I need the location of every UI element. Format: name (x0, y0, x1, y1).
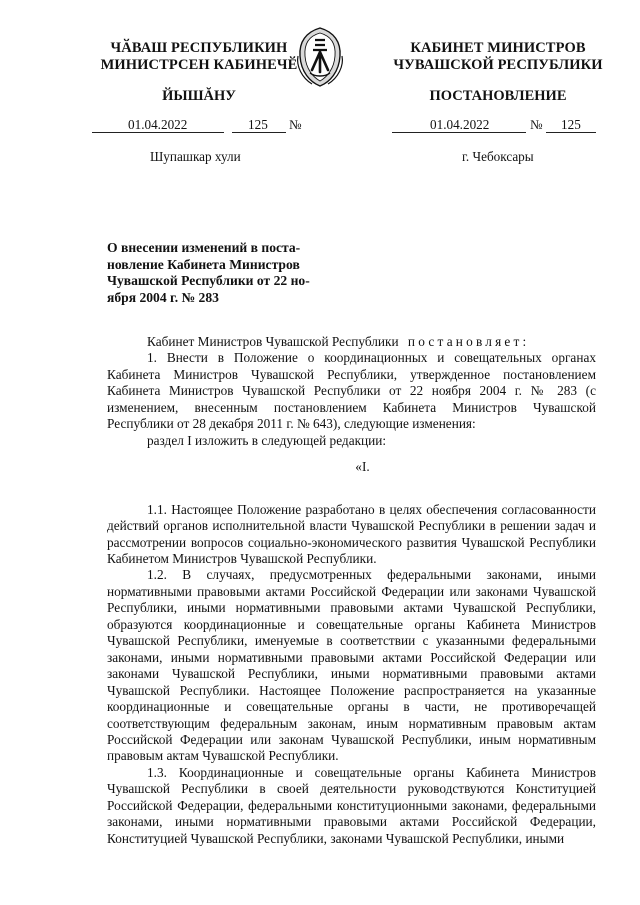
right-number: 125 (561, 117, 581, 132)
header-left-line2: МИНИСТРСЕН КАБИНЕЧӖ (100, 57, 298, 73)
right-place: г. Чебоксары (462, 149, 534, 164)
chuvashia-coat-of-arms-icon (294, 26, 346, 88)
paragraph-1-1: 1.1. Настоящее Положение разработано в целях обеспечения согласованности действий органов исполнительной власти Чувашской Республики в решении задач и рассмотрении вопросов социально-экономического развития Чувашской Республики Кабинетом Министров Чувашской Республики. (107, 501, 596, 566)
section-marker: «I. (355, 459, 370, 475)
intro-text: Кабинет Министров Чувашской Республики (147, 334, 399, 349)
right-number-sign: № (530, 117, 543, 132)
right-date: 01.04.2022 (430, 117, 490, 132)
title-line: О внесении изменений в поста- (107, 240, 301, 255)
title-line: ября 2004 г. № 283 (107, 289, 219, 305)
header-left-kind: ЙЫШĂНУ (162, 88, 236, 104)
left-number-sign: № (289, 117, 302, 132)
document-body (107, 334, 596, 847)
document-title (107, 240, 323, 306)
left-number: 125 (248, 117, 268, 132)
header-right-title (380, 40, 616, 74)
header-left-line1: ЧӐВАШ РЕСПУБЛИКИН (110, 40, 288, 56)
paragraph-2: раздел I изложить в следующей редакции: (147, 432, 387, 448)
intro-spaced-word: постановляет: (407, 334, 530, 349)
paragraph-1: 1. Внести в Положение о координационных и совещательных органах Кабинета Министров Чувашской Республики, утвержденное постановлением Кабинета Министров Чувашской Республики от 22 ноября 2004 г. № 283 (с изменением, внесенным постановлением Кабинета Министров Чувашской Республики от 28 декабря 2011 г. № 643), следующие изменения: (107, 350, 596, 432)
header-right-line1: КАБИНЕТ МИНИСТРОВ (410, 40, 586, 56)
header-right-kind: ПОСТАНОВЛЕНИЕ (429, 88, 567, 104)
paragraph-1-2: 1.2. В случаях, предусмотренных федеральными законами, иными нормативными правовыми актами Российской Федерации или законами Чувашской Республики, иными нормативными правовыми актами Чувашской Республики, образуются координационные и совещательные органы Кабинета Министров Чувашской Республики, именуемые в соответствии с указанными федеральными законами, иными нормативными правовыми актами Российской Федерации или законами Чувашской Республики, иными нормативными правовыми актами Чувашской Республики. Настоящее Положение распространяется на указанные координационные и совещательные органы в части, не противоречащей соответствующим федеральным законам, иным нормативным правовым актам Российской Федерации или законам Чувашской Республики, иным нормативным правовым актам Чувашской Республики. (107, 567, 596, 764)
left-date: 01.04.2022 (128, 117, 188, 132)
title-line: Чувашской Республики от 22 но- (107, 273, 310, 289)
header-left-title (88, 40, 310, 74)
header-right-line2: ЧУВАШСКОЙ РЕСПУБЛИКИ (393, 57, 603, 73)
paragraph-1-3: 1.3. Координационные и совещательные органы Кабинета Министров Чувашской Республики в своей деятельности руководствуются Конституцией Российской Федерации, федеральными конституционными законами, федеральными законами, иными нормативными правовыми актами Российской Федерации, Конституцией Чувашской Республики, законами Чувашской Республики, иными (107, 764, 596, 846)
title-line: новление Кабинета Министров (107, 256, 300, 272)
left-place: Шупашкар хули (150, 149, 241, 164)
intro-paragraph (107, 334, 596, 350)
